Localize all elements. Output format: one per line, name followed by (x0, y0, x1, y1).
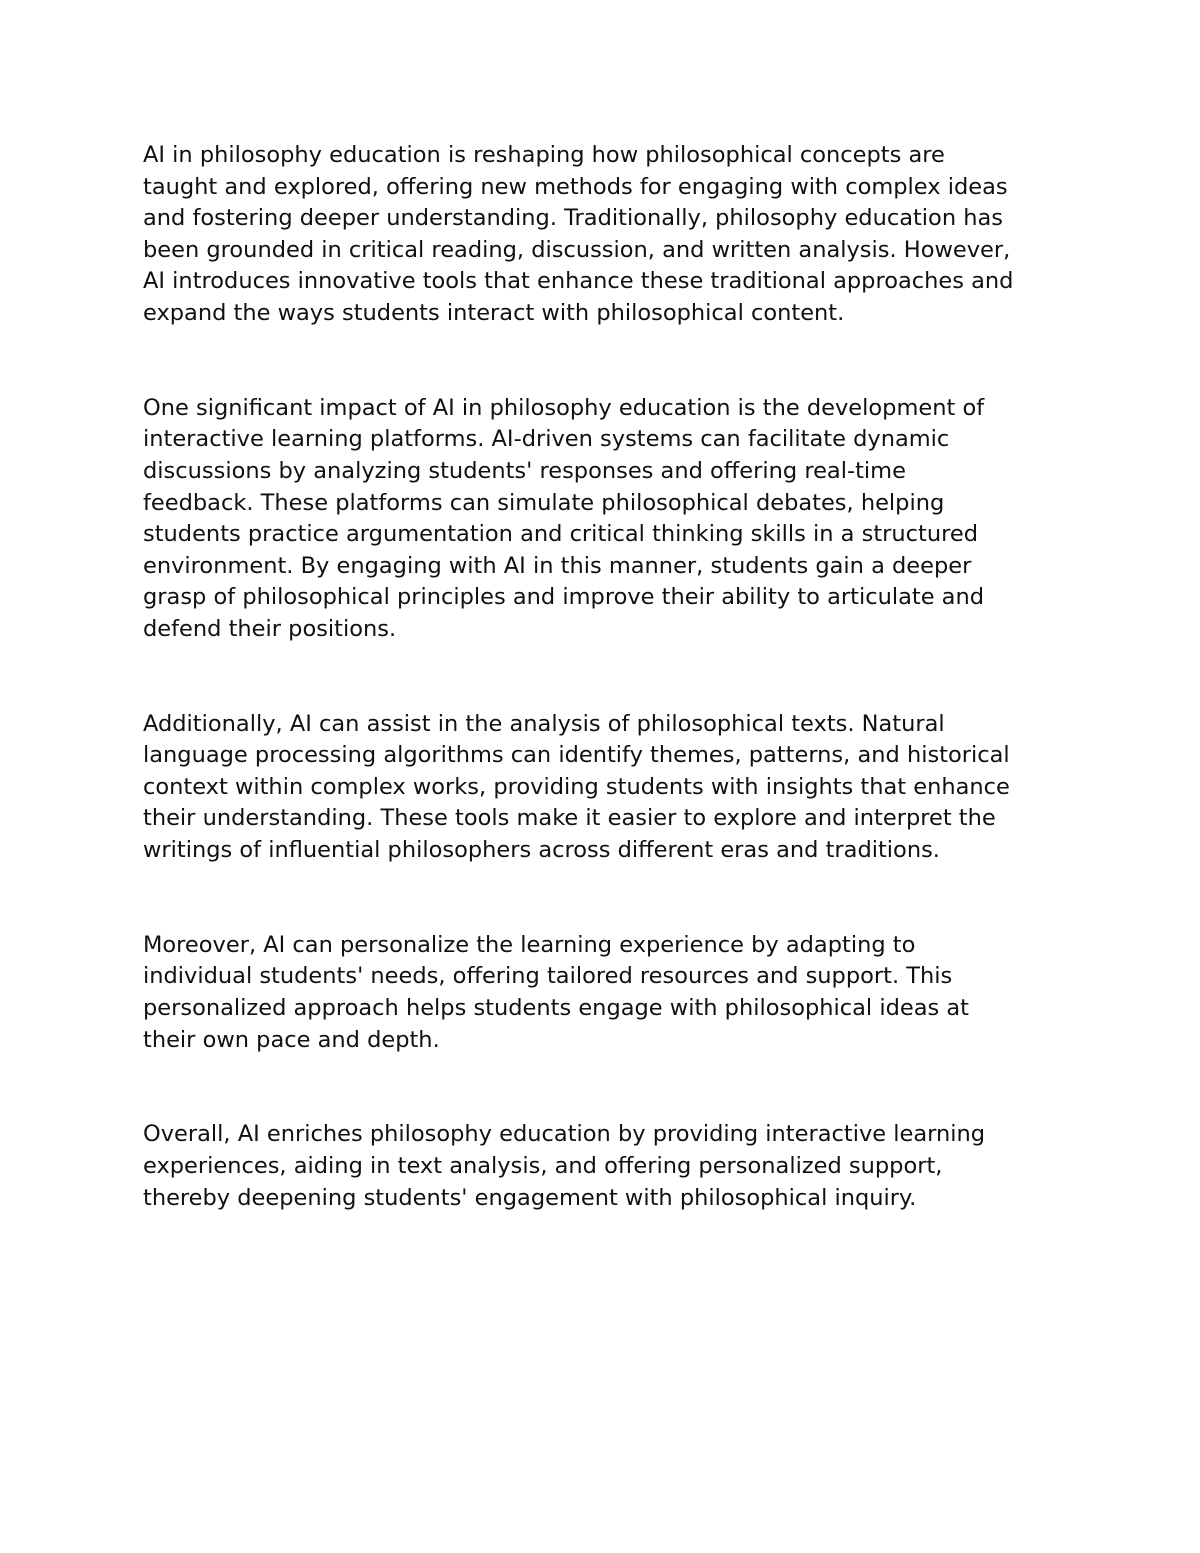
document-body (143, 140, 1083, 1214)
paragraph-conclusion: Overall, AI enriches philosophy education by providing interactive learning experiences, aiding in text analysis, and offering personalized support, thereby deepening students' engagement with philosophical inquiry. (143, 1121, 986, 1211)
paragraph-interactive-platforms: One significant impact of AI in philosophy education is the development of interactive learning platforms. AI-driven systems can facilitate dynamic discussions by analyzing students' responses and offering real-time feedback. These platforms can simulate philosophical debates, helping students practice argumentation and critical thinking skills in a structured environment. By engaging with AI in this manner, students gain a deeper grasp of philosophical principles and improve their ability to articulate and defend their positions. (143, 394, 985, 642)
paragraph-intro: AI in philosophy education is reshaping how philosophical concepts are taught and explored, offering new methods for engaging with complex ideas and fostering deeper understanding. Traditionally, philosophy education has been grounded in critical reading, discussion, and written analysis. However, AI introduces innovative tools that enhance these traditional approaches and expand the ways students interact with philosophical content. (143, 142, 1014, 326)
paragraph-personalization: Moreover, AI can personalize the learning experience by adapting to individual students' needs, offering tailored resources and support. This personalized approach helps students engage with philosophical ideas at their own pace and depth. (143, 931, 969, 1053)
paragraph-text-analysis: Additionally, AI can assist in the analysis of philosophical texts. Natural language processing algorithms can identify themes, patterns, and historical context within complex works, providing students with insights that enhance their understanding. These tools make it easier to explore and interpret the writings of influential philosophers across different eras and traditions. (143, 710, 1010, 864)
